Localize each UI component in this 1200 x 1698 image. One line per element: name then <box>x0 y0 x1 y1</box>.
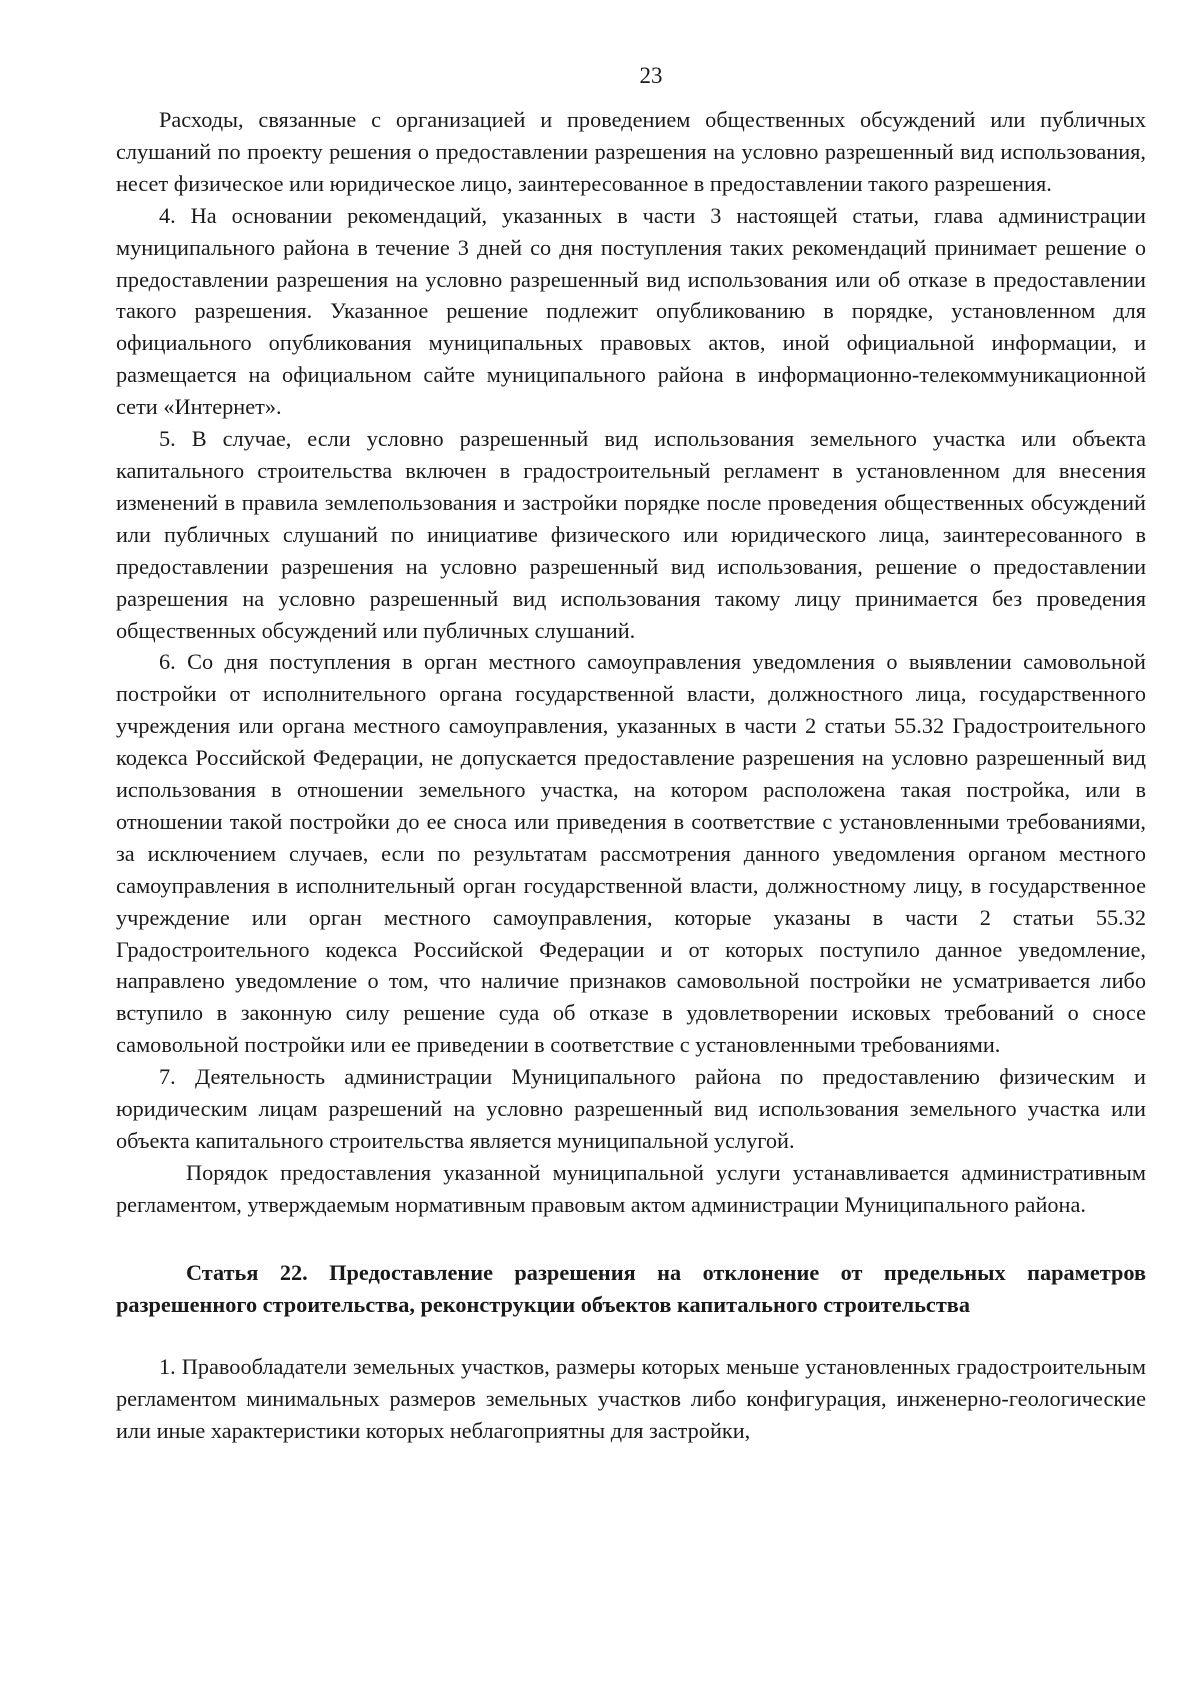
paragraph-item-5: 5. В случае, если условно разрешенный вид использования земельного участка или объекта капитального строительства включен в градостроительный регламент в установленном для внесения изменений в правила землепользования и застройки порядке после проведения общественных обсуждений или публичных слушаний по инициативе физического или юридического лица, заинтересованного в предоставлении разрешения на условно разрешенный вид использования, решение о предоставлении разрешения на условно разрешенный вид использования такому лицу принимается без проведения общественных обсуждений или публичных слушаний. <box>116 426 1146 643</box>
paragraph-costs: Расходы, связанные с организацией и проведением общественных обсуждений или публичных слушаний по проекту решения о предоставлении разрешения на условно разрешенный вид использования, несет физическое или юридическое лицо, заинтересованное в предоставлении такого разрешения. <box>116 107 1146 196</box>
paragraph-item-4: 4. На основании рекомендаций, указанных в части 3 настоящей статьи, глава администрации муниципального района в течение 3 дней со дня поступления таких рекомендаций принимает решение о предоставлении разрешения на условно разрешенный вид использования или об отказе в предоставлении такого разрешения. Указанное решение подлежит опубликованию в порядке, установленном для официального опубликования муниципальных правовых актов, иной официальной информации, и размещается на официальном сайте муниципального района в информационно-телекоммуникационной сети «Интернет». <box>116 202 1146 420</box>
article-22-paragraph-1: 1. Правообладатели земельных участков, размеры которых меньше установленных градостроительным регламентом минимальных размеров земельных участков либо конфигурация, инженерно-геологические или иные характеристики которых неблагоприятны для застройки, <box>116 1353 1146 1443</box>
document-page <box>116 62 1146 1446</box>
paragraph-item-7: 7. Деятельность администрации Муниципального района по предоставлению физическим и юридическим лицам разрешений на условно разрешенный вид использования земельного участка или объекта капитального строительства является муниципальной услугой. <box>116 1064 1146 1153</box>
page-number: 23 <box>639 63 663 88</box>
article-22-heading: Статья 22. Предоставление разрешения на отклонение от предельных параметров разрешенного строительства, реконструкции объектов капитального строительства <box>116 1259 1146 1317</box>
paragraph-item-6: 6. Со дня поступления в орган местного самоуправления уведомления о выявлении самовольной постройки от исполнительного органа государственной власти, должностного лица, государственного учреждения или органа местного самоуправления, указанных в части 2 статьи 55.32 Градостроительного кодекса Российской Федерации, не допускается предоставление разрешения на условно разрешенный вид использования в отношении земельного участка, на котором расположена такая постройка, или в отношении такой постройки до ее сноса или приведения в соответствие с установленными требованиями, за исключением случаев, если по результатам рассмотрения данного уведомления органом местного самоуправления в исполнительный орган государственной власти, должностному лицу, в государственное учреждение или орган местного самоуправления, которые указаны в части 2 статьи 55.32 Градостроительного кодекса Российской Федерации и от которых поступило данное уведомление, направлено уведомление о том, что наличие признаков самовольной постройки не усматривается либо вступило в законную силу решение суда об отказе в удовлетворении исковых требований о сносе самовольной постройки или ее приведении в соответствие с установленными требованиями. <box>116 649 1146 1058</box>
paragraph-procedure: Порядок предоставления указанной муниципальной услуги устанавливается административным регламентом, утверждаемым нормативным правовым актом администрации Муниципального района. <box>116 1159 1146 1217</box>
